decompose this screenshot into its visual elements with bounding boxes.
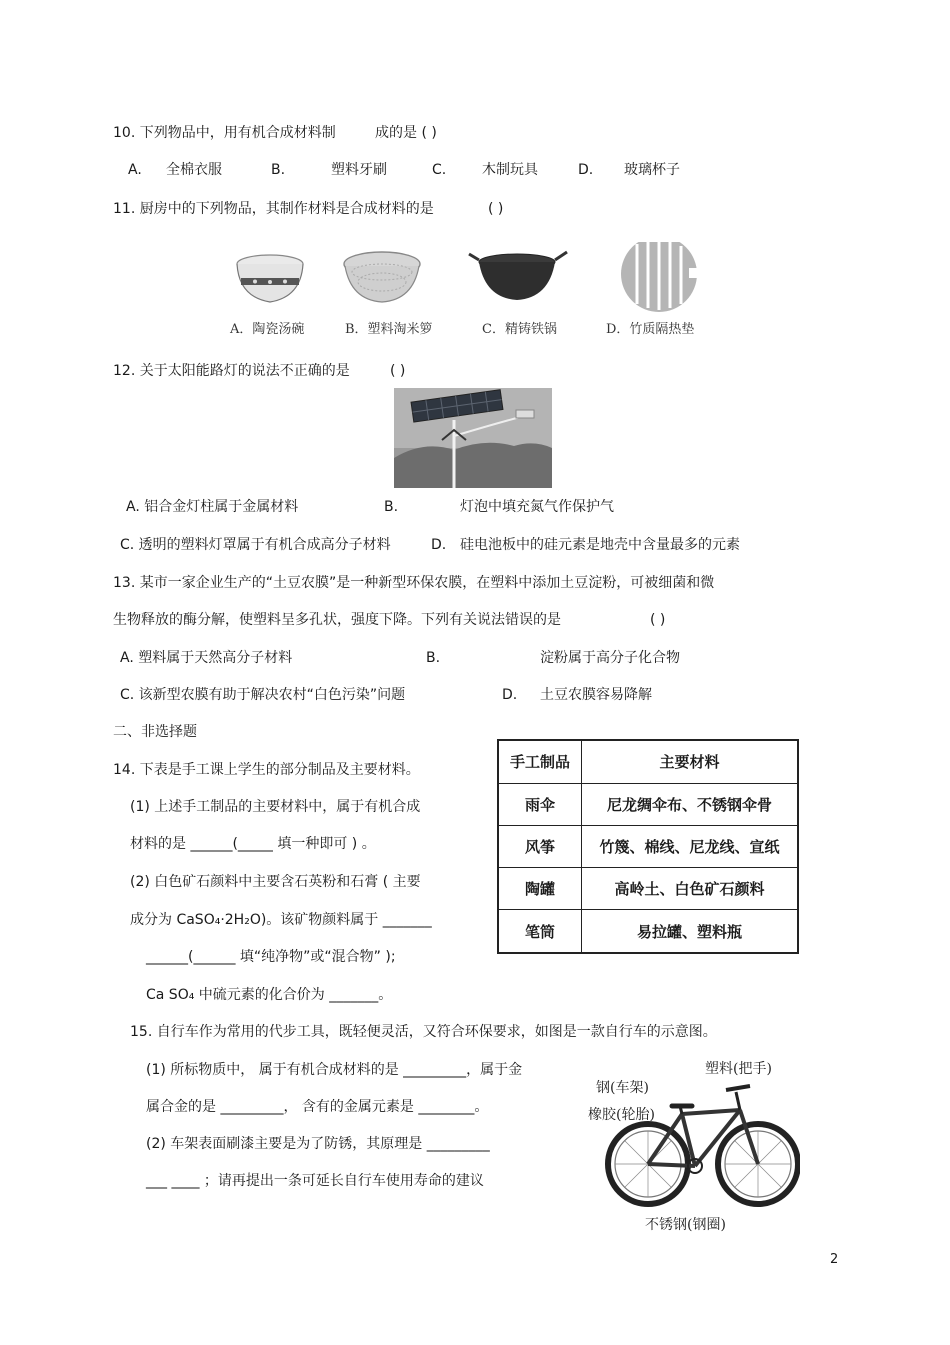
q14-part2-line2: 成分为 CaSO₄·2H₂O)。该矿物颜料属于 _______ — [130, 912, 432, 928]
q10-stem: 10. 下列物品中，用有机合成材料制 — [113, 125, 336, 141]
table-header-row — [498, 740, 798, 783]
q11-stem: 11. 厨房中的下列物品，其制作材料是合成材料的是 — [113, 201, 434, 217]
table-cell: 尼龙绸伞布、不锈钢伞骨 — [582, 783, 799, 825]
materials-table — [497, 739, 799, 954]
kitchen-items-figure — [225, 242, 725, 312]
caption-b: B．塑料淘米箩 — [345, 322, 433, 337]
q15-stem: 15. 自行车作为常用的代步工具，既轻便灵活，又符合环保要求，如图是一款自行车的示意图。 — [130, 1024, 717, 1040]
q13-option-a: A. 塑料属于天然高分子材料 — [120, 650, 293, 666]
q11-paren: ( ) — [488, 201, 504, 217]
page-number: 2 — [830, 1252, 839, 1267]
q10-option-a: 全棉衣服 — [166, 162, 222, 178]
iron-wok-image — [469, 252, 567, 300]
q13-line2: 生物释放的酶分解，使塑料呈多孔状，强度下降。下列有关说法错误的是 — [113, 612, 561, 628]
q12-option-b-letter: B. — [384, 499, 399, 515]
q10-option-d-letter: D. — [578, 162, 594, 178]
q10-stem-tail: 成的是 ( ) — [375, 125, 437, 141]
q13-option-d-letter: D. — [502, 687, 518, 703]
label-stainless-rim: 不锈钢(钢圈) — [645, 1217, 726, 1233]
q10-option-c: 木制玩具 — [482, 162, 538, 178]
table-cell: 陶罐 — [498, 868, 582, 910]
q12-option-d-letter: D. — [431, 537, 447, 553]
q14-stem: 14. 下表是手工课上学生的部分制品及主要材料。 — [113, 762, 420, 778]
q12-stem: 12. 关于太阳能路灯的说法不正确的是 — [113, 363, 350, 379]
table-row — [498, 910, 798, 953]
q13-option-d: 土豆农膜容易降解 — [540, 687, 652, 703]
table-cell: 竹篾、棉线、尼龙线、宣纸 — [582, 825, 799, 867]
q15-part2-line1: (2) 车架表面刷漆主要是为了防锈，其原理是 _________ — [146, 1136, 490, 1152]
q14-part2-line4: Ca SO₄ 中硫元素的化合价为 _______。 — [146, 987, 393, 1003]
table-header: 主要材料 — [582, 740, 799, 783]
q14-part1-line2: 材料的是 ______(_____ 填一种即可 ) 。 — [130, 836, 376, 852]
q10-option-b-letter: B. — [271, 162, 286, 178]
caption-a: A．陶瓷汤碗 — [230, 322, 305, 337]
table-header: 手工制品 — [498, 740, 582, 783]
label-steel-frame: 钢(车架) — [596, 1080, 649, 1096]
table-cell: 风筝 — [498, 825, 582, 867]
table-row — [498, 868, 798, 910]
table-cell: 笔筒 — [498, 910, 582, 953]
label-plastic-handle: 塑料(把手) — [705, 1061, 772, 1077]
q15-part1-line2: 属合金的是 _________， 含有的金属元素是 ________。 — [146, 1099, 489, 1115]
q13-option-c: C. 该新型农膜有助于解决农村“白色污染”问题 — [120, 687, 406, 703]
section-heading: 二、非选择题 — [113, 724, 197, 740]
q12-option-d: 硅电池板中的硅元素是地壳中含量最多的元素 — [460, 537, 740, 553]
q14-part1-line1: (1) 上述手工制品的主要材料中，属于有机合成 — [130, 799, 421, 815]
q12-option-b: 灯泡中填充氮气作保护气 — [460, 499, 614, 515]
label-rubber-tire: 橡胶(轮胎) — [588, 1107, 655, 1123]
q15-part2-line2: ___ ____ ；请再提出一条可延长自行车使用寿命的建议 — [146, 1173, 484, 1189]
q14-part2-line3: ______(______ 填“纯净物”或“混合物” ); — [146, 949, 396, 965]
caption-d: D．竹质隔热垫 — [606, 322, 695, 337]
q12-option-a: A. 铝合金灯柱属于金属材料 — [126, 499, 299, 515]
q13-line1: 13. 某市一家企业生产的“土豆农膜”是一种新型环保农膜，在塑料中添加土豆淀粉，可被细菌和微 — [113, 575, 715, 591]
q14-part2-line1: (2) 白色矿石颜料中主要含石英粉和石膏 ( 主要 — [130, 874, 421, 890]
q10-option-b: 塑料牙刷 — [331, 162, 387, 178]
q10-option-d: 玻璃杯子 — [624, 162, 680, 178]
table-cell: 雨伞 — [498, 783, 582, 825]
q10-option-c-letter: C. — [432, 162, 447, 178]
q12-option-c: C. 透明的塑料灯罩属于有机合成高分子材料 — [120, 537, 391, 553]
q15-part1-line1: (1) 所标物质中， 属于有机合成材料的是 _________，属于金 — [146, 1062, 523, 1078]
table-row — [498, 825, 798, 867]
q13-option-b: 淀粉属于高分子化合物 — [540, 650, 680, 666]
q12-paren: ( ) — [390, 363, 406, 379]
bamboo-mat-image — [621, 242, 703, 312]
solar-street-lamp-image — [394, 388, 552, 488]
table-cell: 高岭土、白色矿石颜料 — [582, 868, 799, 910]
plastic-basket-image — [344, 252, 420, 302]
table-row — [498, 783, 798, 825]
q10-option-a-letter: A. — [128, 162, 142, 178]
caption-c: C．精铸铁锅 — [482, 322, 557, 337]
table-cell: 易拉罐、塑料瓶 — [582, 910, 799, 953]
q13-paren: ( ) — [650, 612, 666, 628]
q13-option-b-letter: B. — [426, 650, 441, 666]
ceramic-bowl-image — [237, 255, 303, 302]
